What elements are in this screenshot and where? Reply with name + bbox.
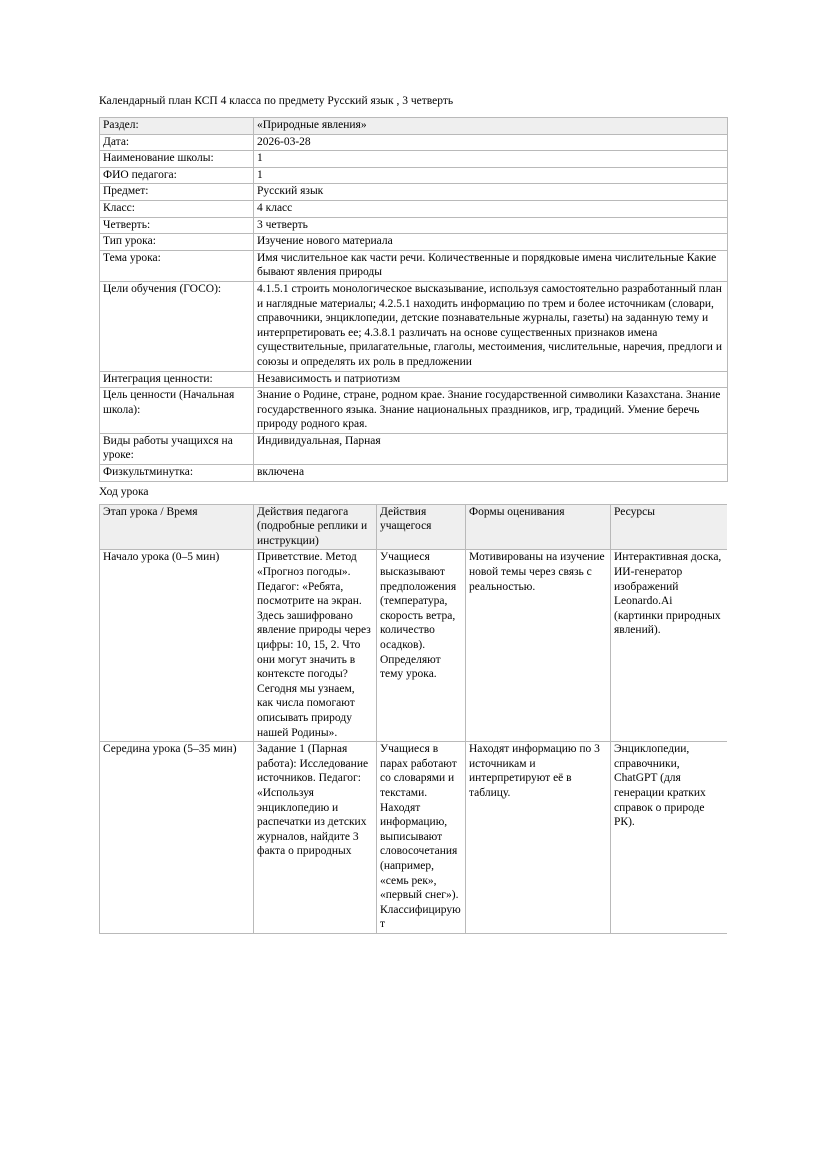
- stage-cell: Начало урока (0–5 мин): [100, 550, 254, 742]
- info-row-value: 3 четверть: [254, 217, 728, 234]
- column-header: Формы оценивания: [466, 504, 611, 550]
- info-row-value: 1: [254, 167, 728, 184]
- table-row: [100, 250, 728, 281]
- info-row-value: Изучение нового материала: [254, 234, 728, 251]
- table-row: [100, 217, 728, 234]
- column-header: Ресурсы: [611, 504, 728, 550]
- table-row: [100, 742, 728, 934]
- info-row-label: Цели обучения (ГОСО):: [100, 281, 254, 371]
- student-actions-cell: Учащиеся в парах работают со словарями и текстами. Находят информацию, выписывают словосочетания (например, «семь рек», «первый снег»). Классифицируют: [377, 742, 466, 934]
- table-row: [100, 281, 728, 371]
- teacher-actions-cell: Задание 1 (Парная работа): Исследование источников. Педагог: «Используя энциклопедию и распечатки из детских журналов, найдите 3 факта о природных: [254, 742, 377, 934]
- info-row-value: Независимость и патриотизм: [254, 371, 728, 388]
- student-actions-cell: Учащиеся высказывают предположения (температура, скорость ветра, количество осадков). Определяют тему урока.: [377, 550, 466, 742]
- info-row-value: Знание о Родине, стране, родном крае. Знание государственной символики Казахстана. Знание государственного языка. Знание национальных праздников, игр, традиций. Умение беречь природу родного края.: [254, 388, 728, 434]
- table-row: [100, 200, 728, 217]
- table-row: [100, 465, 728, 482]
- table-row: [100, 234, 728, 251]
- assessment-cell: Мотивированы на изучение новой темы через связь с реальностью.: [466, 550, 611, 742]
- table-row: [100, 118, 728, 135]
- document-body: [99, 94, 727, 934]
- table-row: [100, 184, 728, 201]
- table-row: [100, 167, 728, 184]
- page-title: Календарный план КСП 4 класса по предмету Русский язык , 3 четверть: [99, 95, 454, 107]
- info-row-label: Интеграция ценности:: [100, 371, 254, 388]
- teacher-actions-cell: Приветствие. Метод «Прогноз погоды». Педагог: «Ребята, посмотрите на экран. Здесь зашифровано явление природы через цифры: 10, 15, 2. Что они могут значить в контексте погоды? Сегодня мы узнаем, как числа помогают описывать природу нашей Родины».: [254, 550, 377, 742]
- info-row-value: 4.1.5.1 строить монологическое высказывание, используя самостоятельно разработанный план и наглядные материалы; 4.2.5.1 находить информацию по трем и более источникам (словари, справочники, энциклопедии, детские познавательные журналы, газеты) на заданную тему и интерпретировать ее; 4.3.8.1 различать на основе существенных признаков имена существительные, прилагательные, глаголы, местоимения, числительные, наречия, предлоги и союзы и определять их роль в предложении: [254, 281, 728, 371]
- assessment-cell: Находят информацию по 3 источникам и интерпретируют её в таблицу.: [466, 742, 611, 934]
- resources-cell: Энциклопедии, справочники, ChatGPT (для генерации кратких справок о природе РК).: [611, 742, 728, 934]
- info-row-value: Русский язык: [254, 184, 728, 201]
- info-row-label: Предмет:: [100, 184, 254, 201]
- column-header: Действия педагога (подробные реплики и инструкции): [254, 504, 377, 550]
- info-row-label: Цель ценности (Начальная школа):: [100, 388, 254, 434]
- table-row: [100, 550, 728, 742]
- resources-cell: Интерактивная доска, ИИ-генератор изображений Leonardo.Ai (картинки природных явлений).: [611, 550, 728, 742]
- info-row-value: Имя числительное как части речи. Количественные и порядковые имена числительные Какие бывают явления природы: [254, 250, 728, 281]
- info-row-label: Виды работы учащихся на уроке:: [100, 433, 254, 464]
- info-row-label: ФИО педагога:: [100, 167, 254, 184]
- column-header: Этап урока / Время: [100, 504, 254, 550]
- stage-cell: Середина урока (5–35 мин): [100, 742, 254, 934]
- stages-table-clip: [99, 504, 727, 934]
- info-row-label: Наименование школы:: [100, 151, 254, 168]
- info-row-label: Тип урока:: [100, 234, 254, 251]
- lesson-stages-table-body: [100, 550, 728, 933]
- lesson-info-table-body: [100, 118, 728, 482]
- table-row: [100, 371, 728, 388]
- info-row-label: Четверть:: [100, 217, 254, 234]
- lesson-stages-table: [99, 504, 727, 934]
- info-row-value: 1: [254, 151, 728, 168]
- table-row: [100, 388, 728, 434]
- table-header-row: [100, 504, 728, 550]
- column-header: Действия учащегося: [377, 504, 466, 550]
- info-row-value: включена: [254, 465, 728, 482]
- table-row: [100, 151, 728, 168]
- info-row-value: Индивидуальная, Парная: [254, 433, 728, 464]
- info-row-value: «Природные явления»: [254, 118, 728, 135]
- info-row-label: Тема урока:: [100, 250, 254, 281]
- lesson-info-table: [99, 117, 728, 482]
- lesson-flow-caption: Ход урока: [99, 485, 149, 498]
- info-row-value: 2026-03-28: [254, 134, 728, 151]
- table-row: [100, 433, 728, 464]
- info-row-label: Физкультминутка:: [100, 465, 254, 482]
- lesson-stages-table-head: [100, 504, 728, 550]
- info-row-value: 4 класс: [254, 200, 728, 217]
- info-row-label: Раздел:: [100, 118, 254, 135]
- table-row: [100, 134, 728, 151]
- info-row-label: Дата:: [100, 134, 254, 151]
- info-row-label: Класс:: [100, 200, 254, 217]
